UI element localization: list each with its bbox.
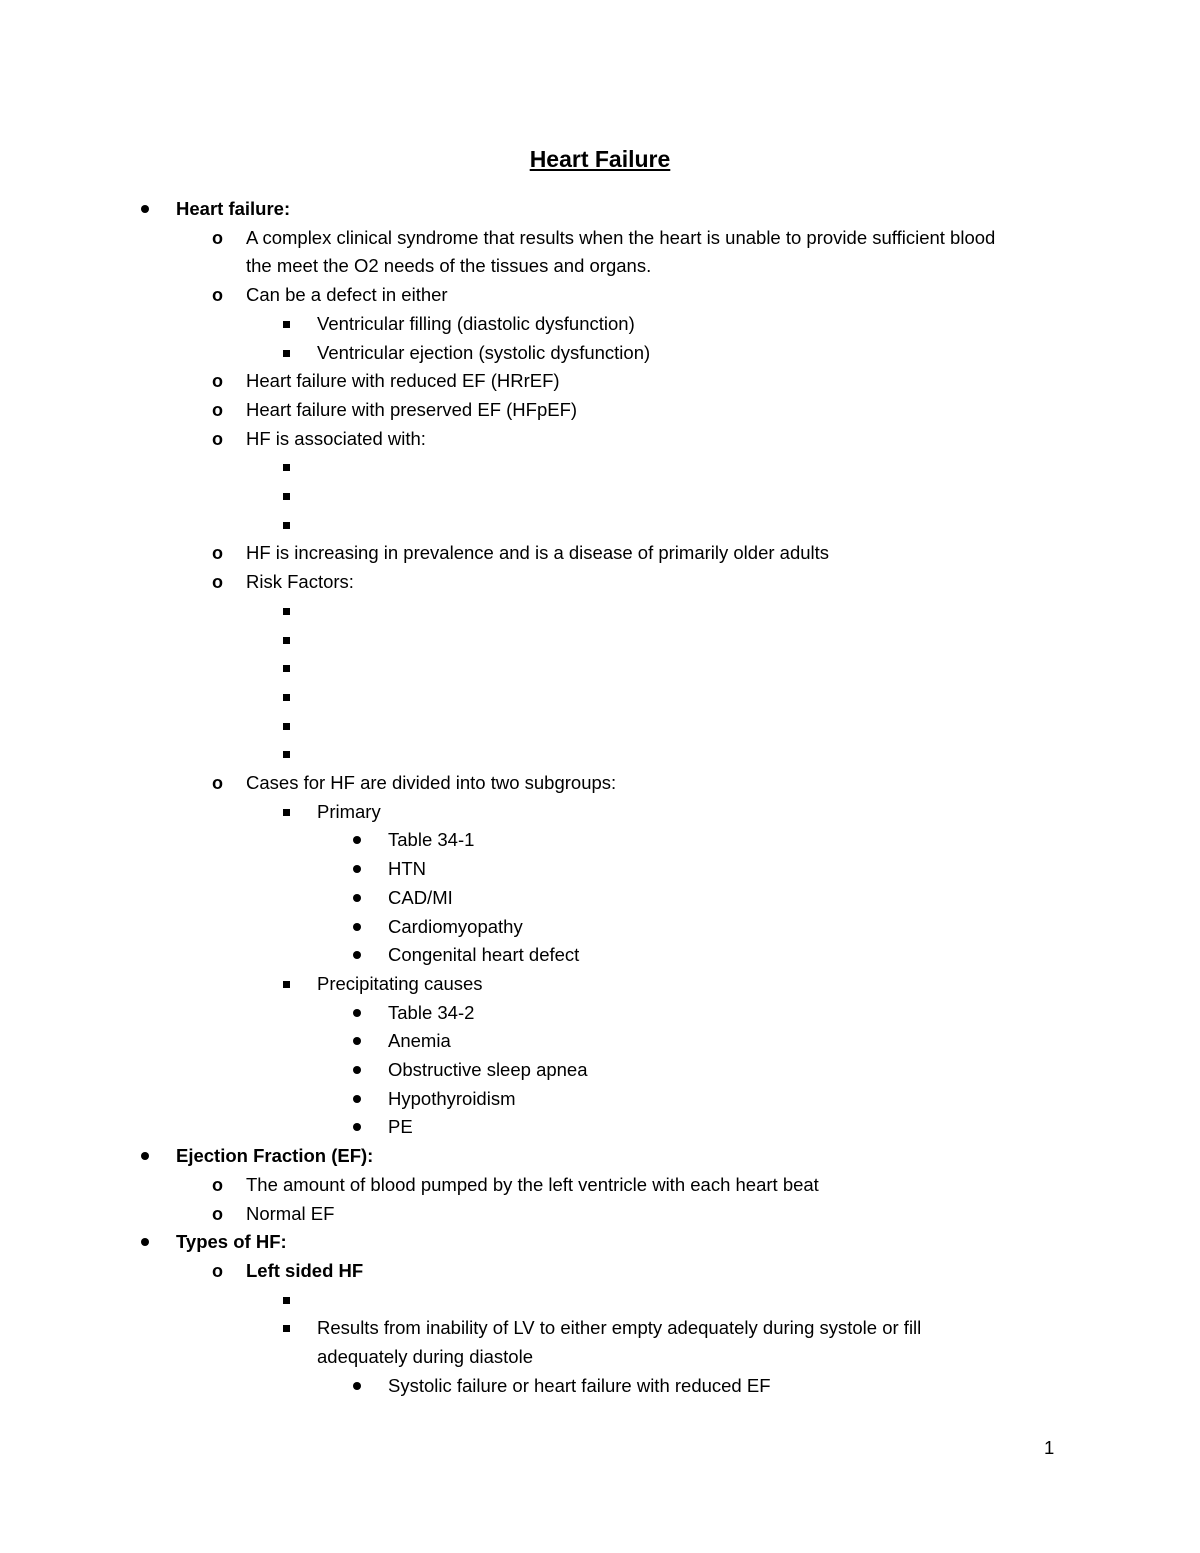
outline-item-level-2: Can be a defect in either (246, 284, 448, 305)
page-number: 1 (1044, 1437, 1055, 1458)
document-title: Heart Failure (529, 146, 671, 172)
bullet-square-icon (283, 511, 290, 539)
bullet-square-icon (283, 310, 290, 338)
outline-item-level-4: Congenital heart defect (388, 944, 580, 965)
outline-item-level-1: Heart failure: (176, 198, 291, 219)
outline-item-level-2: A complex clinical syndrome that results when the heart is unable to provide sufficient blood (246, 227, 996, 248)
outline-item-level-4: Obstructive sleep apnea (388, 1059, 588, 1080)
bullet-square-icon (283, 626, 290, 654)
outline-item-level-4: Table 34-2 (388, 1002, 475, 1023)
bullet-dot-icon (353, 999, 361, 1027)
bullet-square-icon (283, 740, 290, 768)
outline-item-level-2: Normal EF (246, 1203, 335, 1224)
outline-item-level-4: Cardiomyopathy (388, 916, 523, 937)
bullet-square-icon (283, 798, 290, 826)
bullet-circle-icon: o (212, 371, 223, 391)
outline-item-level-4: Hypothyroidism (388, 1088, 516, 1109)
bullet-circle-icon: o (212, 1204, 223, 1224)
bullet-circle-icon: o (212, 543, 223, 563)
bullet-square-icon (283, 597, 290, 625)
bullet-circle-icon: o (212, 228, 223, 248)
bullet-circle-icon: o (212, 429, 223, 449)
bullet-dot-icon (141, 1228, 149, 1256)
bullet-dot-icon (353, 855, 361, 883)
outline-item-level-3: Precipitating causes (317, 973, 483, 994)
outline-item-level-2: Risk Factors: (246, 571, 354, 592)
outline-item-level-1: Types of HF: (176, 1231, 287, 1252)
outline-item-level-2: The amount of blood pumped by the left ventricle with each heart beat (246, 1174, 819, 1195)
bullet-square-icon (283, 482, 290, 510)
outline-item-level-4: HTN (388, 858, 427, 879)
bullet-dot-icon (353, 1113, 361, 1141)
bullet-dot-icon (353, 913, 361, 941)
outline-item-level-2: Heart failure with reduced EF (HRrEF) (246, 370, 560, 391)
outline-item-level-2: HF is increasing in prevalence and is a disease of primarily older adults (246, 542, 830, 563)
outline-item-level-4: PE (388, 1116, 413, 1137)
outline-item-level-2: Cases for HF are divided into two subgroups: (246, 772, 617, 793)
outline-item-level-2: Left sided HF (246, 1260, 364, 1281)
bullet-circle-icon: o (212, 285, 223, 305)
outline-item-level-3: Ventricular ejection (systolic dysfunction) (317, 342, 651, 363)
bullet-square-icon (283, 339, 290, 367)
bullet-circle-icon: o (212, 1175, 223, 1195)
bullet-square-icon (283, 970, 290, 998)
outline-item-level-3: Ventricular filling (diastolic dysfunction) (317, 313, 635, 334)
bullet-circle-icon: o (212, 400, 223, 420)
bullet-dot-icon (353, 1085, 361, 1113)
bullet-circle-icon: o (212, 773, 223, 793)
outline-item-level-2: HF is associated with: (246, 428, 426, 449)
bullet-dot-icon (353, 1056, 361, 1084)
bullet-circle-icon: o (212, 1261, 223, 1281)
bullet-dot-icon (141, 1142, 149, 1170)
outline-item-level-4: Systolic failure or heart failure with reduced EF (388, 1375, 771, 1396)
outline-item-level-3: Results from inability of LV to either empty adequately during systole or fill (317, 1317, 922, 1338)
bullet-square-icon (283, 1314, 290, 1342)
outline-item-level-2: the meet the O2 needs of the tissues and organs. (246, 255, 652, 276)
outline-item-level-2: Heart failure with preserved EF (HFpEF) (246, 399, 578, 420)
outline-item-level-3: Primary (317, 801, 381, 822)
outline-item-level-4: CAD/MI (388, 887, 453, 908)
bullet-dot-icon (353, 941, 361, 969)
bullet-square-icon (283, 453, 290, 481)
outline-item-level-1: Ejection Fraction (EF): (176, 1145, 374, 1166)
bullet-square-icon (283, 1286, 290, 1314)
bullet-dot-icon (353, 1027, 361, 1055)
outline-item-level-4: Anemia (388, 1030, 451, 1051)
bullet-dot-icon (353, 826, 361, 854)
bullet-square-icon (283, 654, 290, 682)
outline-item-level-3: adequately during diastole (317, 1346, 533, 1367)
bullet-dot-icon (353, 884, 361, 912)
bullet-dot-icon (141, 195, 149, 223)
bullet-square-icon (283, 712, 290, 740)
bullet-square-icon (283, 683, 290, 711)
bullet-circle-icon: o (212, 572, 223, 592)
bullet-dot-icon (353, 1372, 361, 1400)
outline-item-level-4: Table 34-1 (388, 829, 475, 850)
